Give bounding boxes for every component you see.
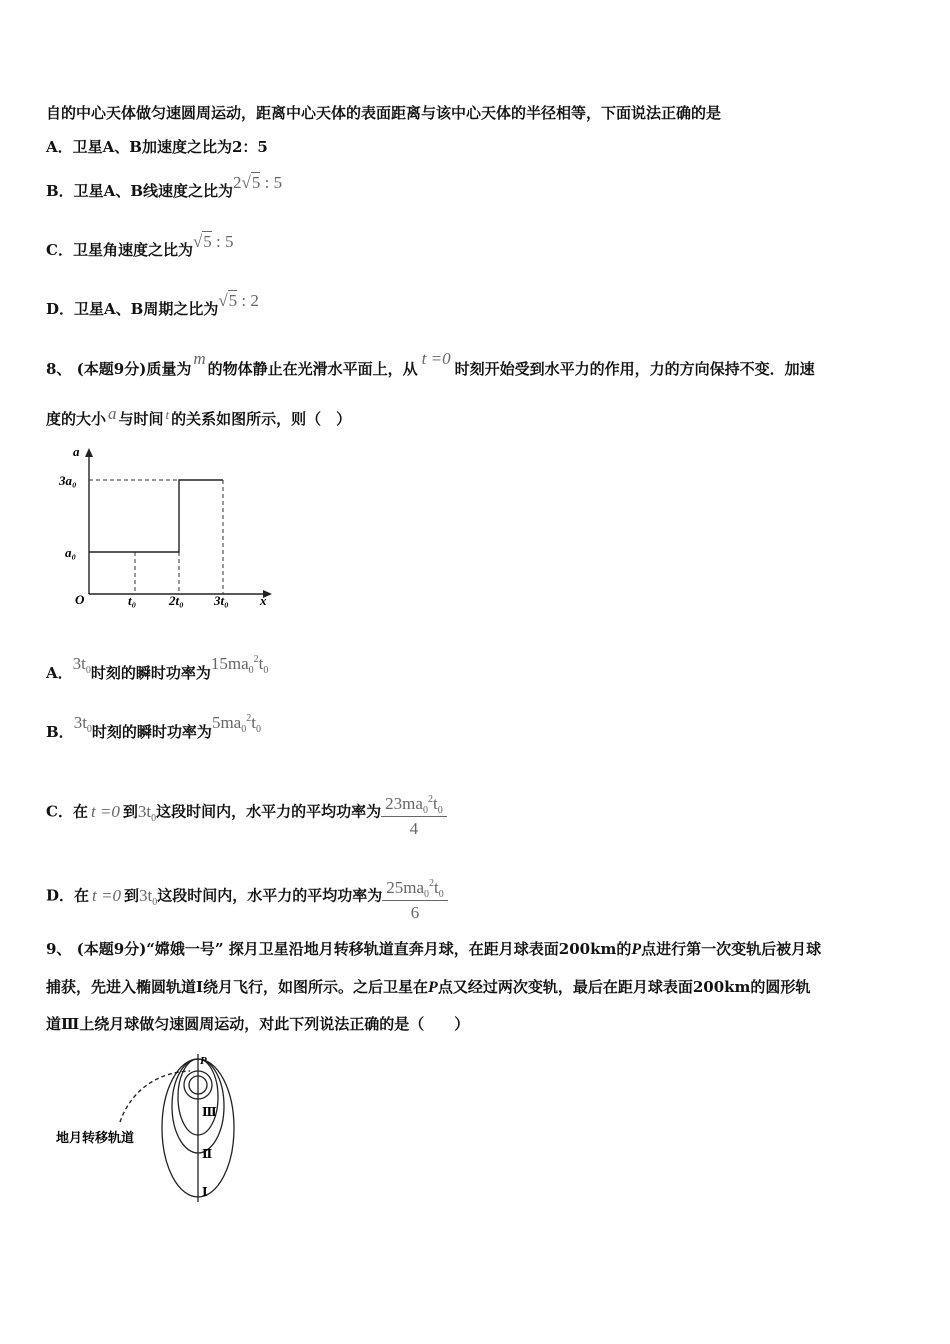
q8-d-3t-sub: 0 (152, 896, 158, 908)
q7-option-b (46, 173, 283, 201)
fig-label-p: P (200, 1055, 207, 1067)
q9-stem-part: 点进行第一次变轨后被月球 (641, 940, 822, 958)
q8-stem-line1 (46, 349, 815, 379)
q8-b-t: t (251, 713, 256, 732)
q7-c-rest: : 5 (211, 232, 234, 251)
q8-a-text: 时刻的瞬时功率为 (90, 664, 211, 682)
graph-x-label: x (260, 593, 267, 608)
q7-option-b-math: 2√5 : 5 (233, 173, 283, 192)
fig-label-III: Ⅲ (202, 1105, 217, 1119)
q8-c-denominator: 4 (409, 819, 419, 838)
q8-d-fraction (382, 878, 448, 923)
q8-stem-line2 (46, 404, 352, 429)
q8-a-sub: 0 (248, 665, 254, 676)
a-t-curve (89, 480, 223, 552)
q8-stem-part: 与时间 (118, 410, 164, 428)
q9-stem-line3: 道Ⅲ上绕月球做匀速圆周运动，对此下列说法正确的是（ ） (46, 1015, 470, 1033)
q8-c-text: 这段时间内，水平力的平均功率为 (156, 802, 382, 821)
q9-orbit-figure (50, 1050, 250, 1205)
q8-b-3t: 3t (73, 713, 87, 732)
q7-b-coef: 2 (233, 173, 242, 192)
q7-option-c (46, 232, 234, 260)
q8-c-numerator (381, 794, 447, 817)
fig-label-transfer-orbit: 地月转移轨道 (56, 1130, 135, 1145)
q8-b-sub: 0 (241, 724, 247, 735)
graph-tick-t0: t₀ (128, 593, 137, 608)
fig-label-II: Ⅱ (202, 1147, 213, 1161)
q7-c-radicand: 5 (203, 232, 212, 251)
q8-option-d (46, 874, 448, 922)
q8-b-tsub: 0 (255, 724, 261, 735)
q8-c-mid: 到 (122, 802, 138, 821)
q8-var-m: m (193, 349, 206, 368)
q8-option-a (46, 654, 269, 683)
q8-stem-part: 度的大小 (46, 410, 107, 428)
q9-stem-part: 点又经过两次变轨，最后在距月球表面200km的圆形轨 (437, 978, 811, 996)
q8-d-t0: t =0 (92, 885, 121, 905)
q8-b-3t-sub: 0 (86, 724, 92, 735)
q8-d-tsub: 0 (438, 889, 444, 900)
q8-a-sup: 2 (253, 654, 259, 665)
q8-score-tag: (本题9分) (76, 360, 147, 378)
q8-a-t: t (258, 654, 264, 673)
q8-b-text: 时刻的瞬时功率为 (91, 723, 212, 741)
q8-b-coef: 5ma (211, 713, 242, 732)
q8-c-3t-sub: 0 (151, 812, 157, 824)
q8-d-label: D．在 (46, 886, 90, 905)
q8-d-t: t (434, 878, 439, 897)
q8-a-tsub: 0 (263, 665, 269, 676)
q9-point-p: P (428, 979, 438, 996)
q8-c-3t: 3t (137, 801, 152, 821)
q8-c-label: C．在 (46, 802, 88, 821)
q8-c-sub: 0 (422, 805, 428, 816)
q8-c-tsub: 0 (437, 805, 443, 816)
q7-b-rest: : 5 (260, 173, 283, 192)
q7-b-radicand: 5 (251, 173, 261, 192)
q7-stem: 自的中心天体做匀速圆周运动，距离中心天体的表面距离与该中心天体的半径相等，下面说法正确的是 (46, 104, 722, 122)
q8-d-text: 这段时间内，水平力的平均功率为 (157, 886, 383, 905)
q8-d-3t0 (138, 885, 158, 908)
q7-option-d-text: D．卫星A、B周期之比为 (46, 300, 219, 318)
q7-option-d (46, 291, 259, 319)
q8-c-3t0 (137, 801, 157, 824)
q8-a-time (72, 654, 91, 676)
q8-c-t: t (432, 794, 438, 813)
q8-stem-part: 的物体静止在光滑水平面上，从 (207, 360, 418, 378)
q7-option-a: A．卫星A、B加速度之比为2：5 (46, 138, 268, 156)
q9-stem-part: 9、 (本题9分)“嫦娥一号” 探月卫星沿地月转移轨道直奔月球，在距月球表面200km的 (46, 940, 632, 958)
q8-d-coef: 25ma (386, 878, 425, 897)
q8-c-t0: t =0 (90, 801, 120, 821)
y-axis-arrow (85, 448, 93, 457)
q7-option-c-text: C．卫星角速度之比为 (46, 241, 193, 259)
q8-b-time (73, 713, 92, 735)
q9-point-p: P (631, 941, 642, 958)
q8-d-denominator: 6 (410, 903, 420, 922)
q8-t-zero: t =0 (421, 349, 451, 368)
q7-d-rest: : 2 (237, 291, 259, 310)
q8-c-coef: 23ma (385, 794, 423, 813)
q8-a-3t: 3t (72, 654, 86, 673)
q8-b-value (211, 713, 261, 735)
q8-acceleration-graph (55, 442, 285, 612)
q9-stem-line2 (46, 976, 810, 997)
q8-var-t: t (165, 407, 170, 422)
graph-tick-2t0: 2t₀ (169, 593, 184, 608)
q7-option-c-math: √5 : 5 (192, 232, 234, 251)
q7-option-b-text: B．卫星A、B线速度之比为 (46, 182, 233, 200)
q8-stem-part: 的关系如图所示，则（ ） (171, 410, 352, 428)
q8-c-sup: 2 (427, 794, 433, 805)
q8-option-c (46, 790, 447, 838)
q8-a-3t-sub: 0 (85, 665, 91, 676)
q8-d-sup: 2 (429, 878, 435, 889)
graph-tick-3t0: 3t₀ (214, 593, 229, 608)
q8-d-3t: 3t (138, 885, 153, 905)
q9-stem-line1 (46, 938, 821, 959)
q8-c-fraction (381, 794, 447, 839)
q8-number: 8、 (46, 360, 72, 378)
q8-b-label: B． (46, 723, 74, 741)
q8-option-b (46, 713, 261, 742)
graph-y-label: a (73, 444, 80, 459)
q8-a-value (210, 654, 269, 676)
q8-d-sub: 0 (424, 889, 430, 900)
q8-a-label: A． (46, 664, 73, 682)
q8-d-mid: 到 (123, 886, 139, 905)
fig-label-I: Ⅰ (202, 1185, 208, 1199)
q8-stem-part: 质量为 (146, 360, 192, 378)
q8-a-coef: 15ma (210, 654, 249, 673)
q7-d-radicand: 5 (228, 291, 238, 310)
q7-option-d-math: √5 : 2 (218, 291, 259, 310)
q8-b-sup: 2 (246, 713, 252, 724)
graph-origin: O (75, 592, 85, 607)
q9-stem-part: 捕获，先进入椭圆轨道Ⅰ绕月飞行，如图所示。之后卫星在 (46, 978, 429, 996)
graph-tick-3a0: 3a₀ (59, 473, 77, 488)
q8-var-a: a (108, 404, 117, 423)
q8-stem-part: 时刻开始受到水平力的作用，力的方向保持不变．加速 (454, 360, 815, 378)
graph-tick-a0: a₀ (65, 545, 77, 560)
q8-d-numerator (382, 878, 448, 901)
